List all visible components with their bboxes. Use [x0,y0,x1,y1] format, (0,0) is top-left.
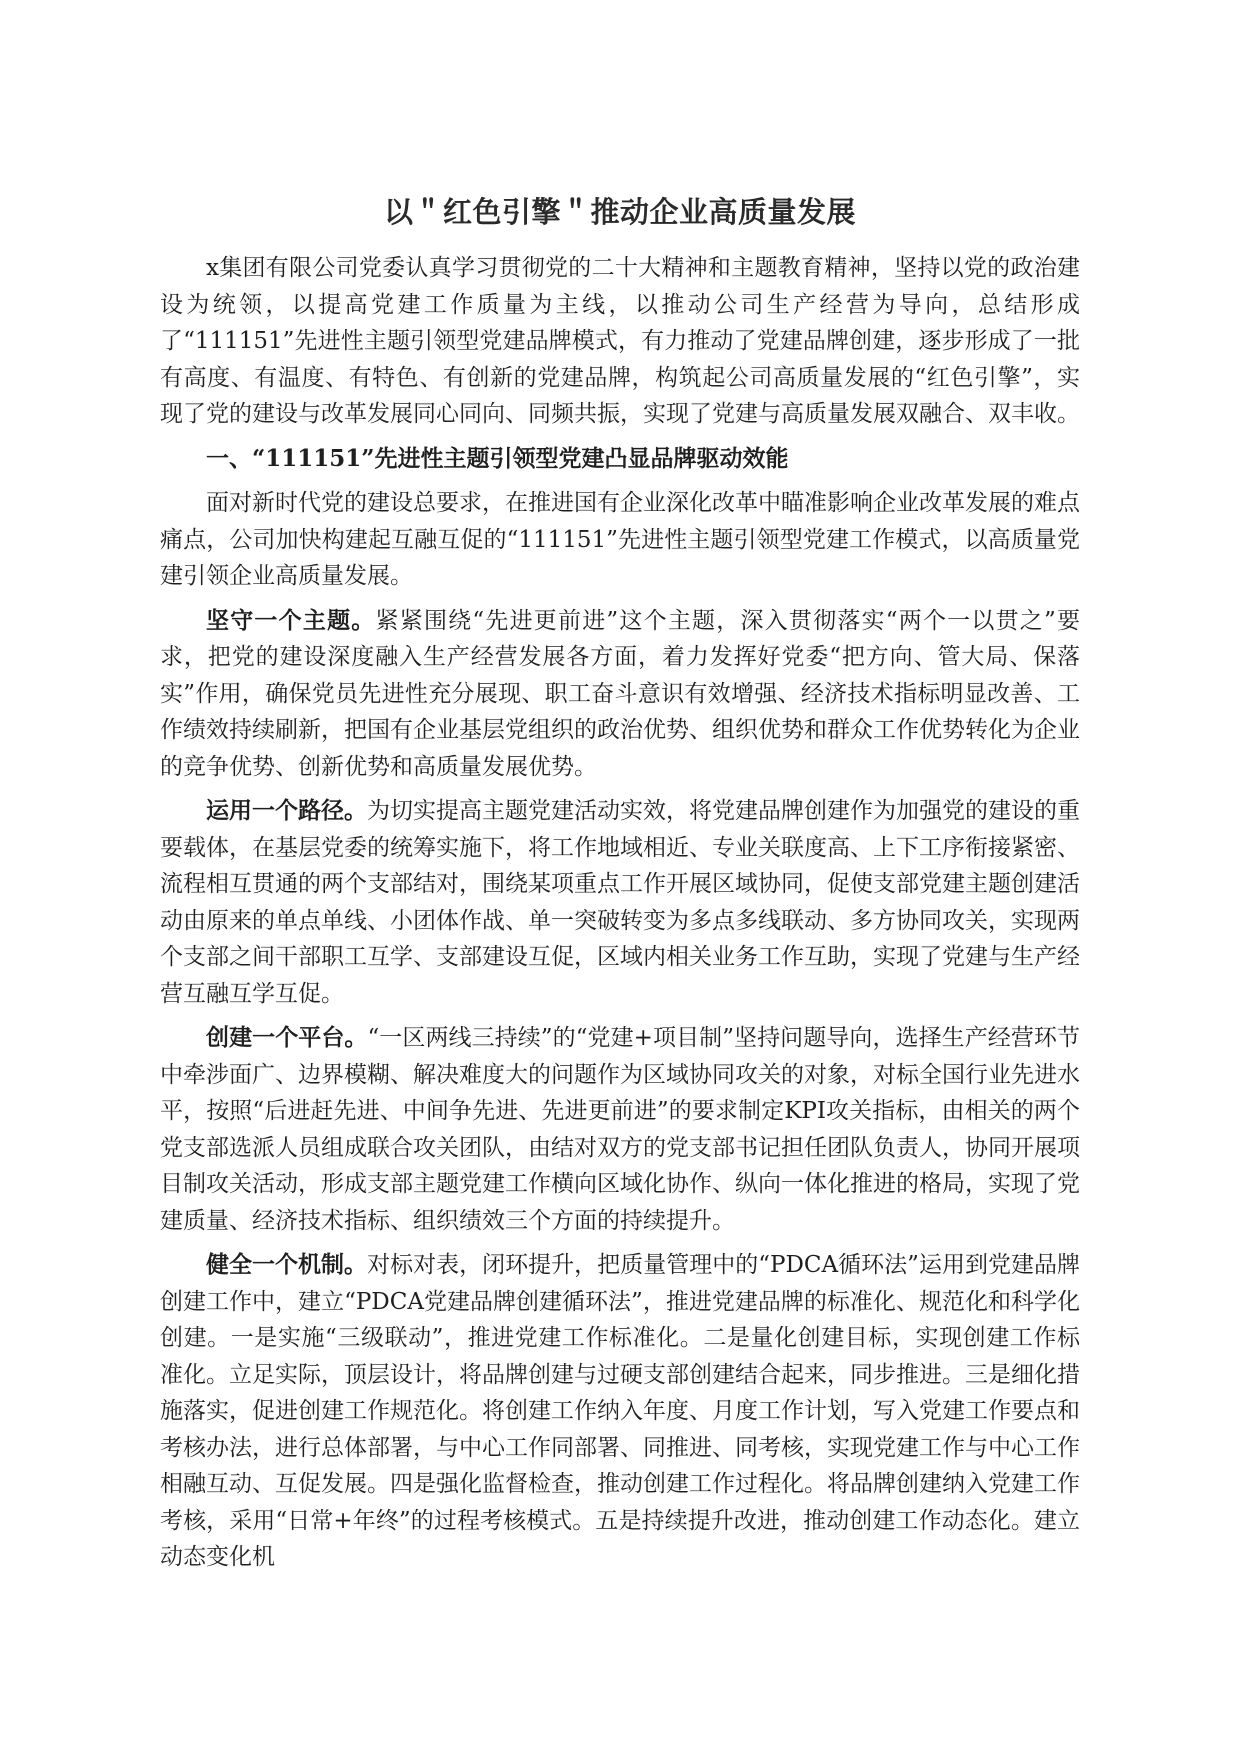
item-text: “一区两线三持续”的“党建+项目制”坚持问题导向，选择生产经营环节中牵涉面广、边界模糊、解决难度大的问题作为区域协同攻关的对象，对标全国行业先进水平，按照“后进赶先进、中间争先进、先进更前进”的要求制定KPI攻关指标，由相关的两个党支部选派人员组成联合攻关团队，由结对双方的党支部书记担任团队负责人，协同开展项目制攻关活动，形成支部主题党建工作横向区域化协作、纵向一体化推进的格局，实现了党建质量、经济技术指标、组织绩效三个方面的持续提升。 [160,1025,1080,1234]
item-lead: 运用一个路径。 [206,797,367,824]
item-paragraph-mechanism [160,1247,1080,1576]
item-text: 对标对表，闭环提升，把质量管理中的“PDCA循环法”运用到党建品牌创建工作中，建立“PDCA党建品牌创建循环法”，推进党建品牌的标准化、规范化和科学化创建。一是实施“三级联动”，推进党建工作标准化。二是量化创建目标，实现创建工作标准化。立足实际，顶层设计，将品牌创建与过硬支部创建结合起来，同步推进。三是细化措施落实，促进创建工作规范化。将创建工作纳入年度、月度工作计划，写入党建工作要点和考核办法，进行总体部署，与中心工作同部署、同推进、同考核，实现党建工作与中心工作相融互动、互促发展。四是强化监督检查，推动创建工作过程化。将品牌创建纳入党建工作考核，采用“日常+年终”的过程考核模式。五是持续提升改进，推动创建工作动态化。建立动态变化机 [160,1252,1081,1570]
item-lead: 坚守一个主题。 [206,606,376,634]
item-text: 紧紧围绕“先进更前进”这个主题，深入贯彻落实“两个一以贯之”要求，把党的建设深度融入生产经营发展各方面，着力发挥好党委“把方向、管大局、保落实”作用，确保党员先进性充分展现、职工奋斗意识有效增强、经济技术指标明显改善、工作绩效持续刷新，把国有企业基层党组织的政治优势、组织优势和群众工作优势转化为企业的竞争优势、创新优势和高质量发展优势。 [160,607,1080,780]
item-lead: 创建一个平台。 [206,1024,368,1051]
section-heading: 一、“111151”先进性主题引领型党建凸显品牌驱动效能 [206,444,789,472]
item-paragraph-path [160,793,1080,1012]
item-text: 为切实提高主题党建活动实效，将党建品牌创建作为加强党的建设的重要载体，在基层党委的统筹实施下，将工作地域相近、专业关联度高、上下工序衔接紧密、流程相互贯通的两个支部结对，围绕某项重点工作开展区域协同，促使支部党建主题创建活动由原来的单点单线、小团体作战、单一突破转变为多点多线联动、多方协同攻关，实现两个支部之间干部职工互学、支部建设互促，区域内相关业务工作互助，实现了党建与生产经营互融互学互促。 [160,798,1080,1007]
item-paragraph-platform [160,1020,1080,1239]
item-paragraph-theme [160,603,1080,786]
item-lead: 健全一个机制。 [206,1251,368,1278]
document-title: 以＂红色引擎＂推动企业高质量发展 [383,195,856,229]
intro-paragraph: x集团有限公司党委认真学习贯彻党的二十大精神和主题教育精神，坚持以党的政治建设为统领，以提高党建工作质量为主线，以推动公司生产经营为导向，总结形成了“111151”先进性主题引领型党建品牌模式，有力推动了党建品牌创建，逐步形成了一批有高度、有温度、有特色、有创新的党建品牌，构筑起公司高质量发展的“红色引擎”，实现了党的建设与改革发展同心同向、同频共振，实现了党建与高质量发展双融合、双丰收。 [160,255,1080,427]
section-paragraph: 面对新时代党的建设总要求，在推进国有企业深化改革中瞄准影响企业改革发展的难点痛点，公司加快构建起互融互促的“111151”先进性主题引领型党建工作模式，以高质量党建引领企业高质量发展。 [160,490,1080,589]
